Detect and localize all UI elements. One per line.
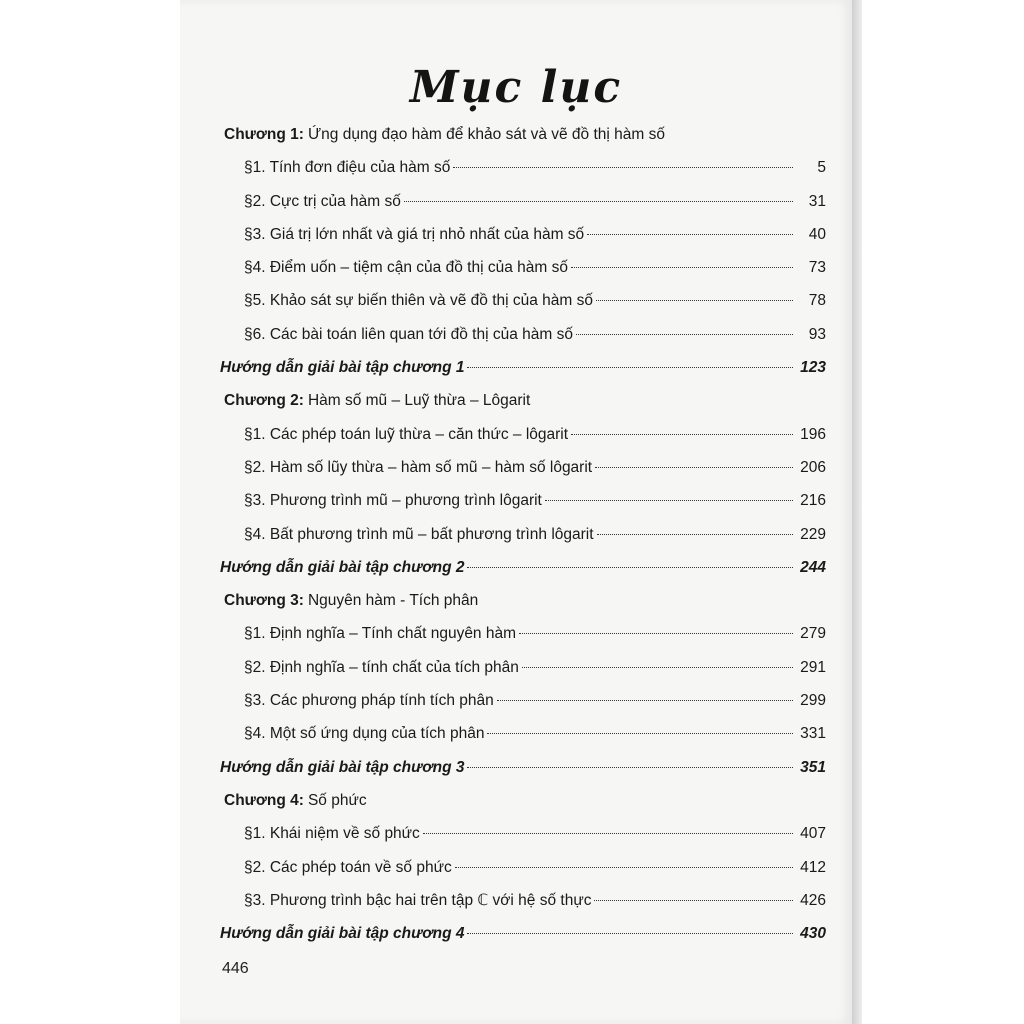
dot-leader xyxy=(497,700,793,701)
toc-section-row xyxy=(220,717,826,750)
toc-entry-title: §2. Hàm số lũy thừa – hàm số mũ – hàm số lôgarit xyxy=(244,458,593,476)
chapter-label: Chương 2: xyxy=(224,392,304,410)
page-title: Mục lục xyxy=(409,62,623,113)
dot-leader xyxy=(467,767,793,768)
toc-page-number: 5 xyxy=(817,159,826,177)
toc-chapter-row xyxy=(220,118,826,151)
toc-page-number: 430 xyxy=(800,925,826,943)
toc-section-row xyxy=(220,151,826,184)
dot-leader xyxy=(519,633,793,634)
dot-leader xyxy=(595,467,793,468)
chapter-label: Chương 1: xyxy=(224,126,304,143)
toc-page-number: 78 xyxy=(808,292,826,310)
dot-leader xyxy=(597,534,793,535)
toc-entry-title: §3. Phương trình mũ – phương trình lôgarit xyxy=(244,492,542,510)
toc-entry-title: Số phức xyxy=(307,791,367,809)
toc-page-number: 206 xyxy=(800,458,826,476)
toc-entry-title: Ứng dụng đạo hàm để khảo sát và vẽ đồ thị hàm số xyxy=(307,126,665,143)
dot-leader xyxy=(467,933,793,934)
page-gutter xyxy=(852,0,862,1024)
toc-page-number: 412 xyxy=(800,858,826,876)
toc-entry-title: Hướng dẫn giải bài tập chương 4 xyxy=(220,925,465,943)
toc-page-number: 351 xyxy=(800,758,826,776)
toc-guide-row xyxy=(220,551,826,584)
dot-leader xyxy=(587,234,793,235)
toc-section-row xyxy=(220,418,826,451)
dot-leader xyxy=(594,900,793,901)
toc-page-number: 299 xyxy=(800,692,826,710)
toc-entry-title: §1. Các phép toán luỹ thừa – căn thức – lôgarit xyxy=(244,425,569,443)
toc-chapter-row xyxy=(220,584,826,617)
dot-leader xyxy=(596,300,793,301)
toc-entry-title: Hướng dẫn giải bài tập chương 2 xyxy=(220,558,465,576)
toc-section-row xyxy=(220,251,826,284)
toc-entry-title: §1. Định nghĩa – Tính chất nguyên hàm xyxy=(244,625,517,643)
toc-guide-row xyxy=(220,751,826,784)
toc-entry-title: Hướng dẫn giải bài tập chương 1 xyxy=(220,359,465,377)
dot-leader xyxy=(571,434,793,435)
toc-page-number: 216 xyxy=(800,492,826,510)
toc-entry-title: §3. Các phương pháp tính tích phân xyxy=(244,692,494,710)
dot-leader xyxy=(522,667,793,668)
dot-leader xyxy=(487,733,793,734)
toc-page-number: 331 xyxy=(800,725,826,743)
dot-leader xyxy=(423,833,793,834)
toc-entry-title: §2. Định nghĩa – tính chất của tích phân xyxy=(244,658,519,676)
dot-leader xyxy=(467,367,793,368)
toc-guide-row xyxy=(220,351,826,384)
toc-section-row xyxy=(220,884,826,917)
toc-page-number: 291 xyxy=(800,658,826,676)
toc-page-number: 31 xyxy=(808,192,826,210)
dot-leader xyxy=(455,867,793,868)
toc-page-number: 93 xyxy=(808,325,826,343)
chapter-label: Chương 3: xyxy=(224,592,304,610)
toc-page-number: 279 xyxy=(800,625,826,643)
toc-page-number: 73 xyxy=(808,259,826,277)
toc-section-row xyxy=(220,218,826,251)
toc-entry-title: §4. Bất phương trình mũ – bất phương trình lôgarit xyxy=(244,525,594,543)
toc-entry-title: Nguyên hàm - Tích phân xyxy=(307,592,479,610)
toc-entry-title: §2. Cực trị của hàm số xyxy=(244,192,401,210)
toc-page-number: 40 xyxy=(808,225,826,243)
toc-entry-title: §1. Khái niệm về số phức xyxy=(244,825,420,843)
toc-page-number: 407 xyxy=(800,825,826,843)
toc-guide-row xyxy=(220,917,826,950)
toc-section-row xyxy=(220,518,826,551)
toc-chapter-row xyxy=(220,384,826,417)
toc-entry-title: §4. Điểm uốn – tiệm cận của đồ thị của hàm số xyxy=(244,259,568,277)
dot-leader xyxy=(404,201,793,202)
toc-entry-title: §2. Các phép toán về số phức xyxy=(244,858,452,876)
toc-section-row xyxy=(220,851,826,884)
toc-page-number: 244 xyxy=(800,558,826,576)
page-number: 446 xyxy=(222,960,249,977)
toc-section-row xyxy=(220,617,826,650)
toc-entry-title: §6. Các bài toán liên quan tới đồ thị của hàm số xyxy=(244,325,573,343)
toc-page-number: 123 xyxy=(800,359,826,377)
toc-section-row xyxy=(220,484,826,517)
toc-entry-title: §3. Phương trình bậc hai trên tập ℂ với hệ số thực xyxy=(244,891,592,909)
toc-page-number: 196 xyxy=(800,425,826,443)
toc-section-row xyxy=(220,284,826,317)
toc-entry-title: Hướng dẫn giải bài tập chương 3 xyxy=(220,758,465,776)
dot-leader xyxy=(467,567,793,568)
toc-section-row xyxy=(220,651,826,684)
toc-section-row xyxy=(220,451,826,484)
table-of-contents xyxy=(220,118,826,950)
toc-section-row xyxy=(220,684,826,717)
dot-leader xyxy=(453,167,793,168)
toc-chapter-row xyxy=(220,784,826,817)
toc-entry-title: §5. Khảo sát sự biến thiên và vẽ đồ thị của hàm số xyxy=(244,292,594,310)
toc-section-row xyxy=(220,185,826,218)
chapter-label: Chương 4: xyxy=(224,791,304,809)
toc-section-row xyxy=(220,318,826,351)
dot-leader xyxy=(576,334,793,335)
toc-section-row xyxy=(220,817,826,850)
toc-entry-title: §1. Tính đơn điệu của hàm số xyxy=(244,159,451,177)
right-margin xyxy=(862,0,1024,1024)
toc-entry-title: §4. Một số ứng dụng của tích phân xyxy=(244,725,485,743)
toc-page-number: 229 xyxy=(800,525,826,543)
toc-entry-title: §3. Giá trị lớn nhất và giá trị nhỏ nhất của hàm số xyxy=(244,225,585,243)
dot-leader xyxy=(571,267,793,268)
toc-entry-title: Hàm số mũ – Luỹ thừa – Lôgarit xyxy=(307,392,531,410)
toc-page-number: 426 xyxy=(800,891,826,909)
dot-leader xyxy=(545,500,793,501)
